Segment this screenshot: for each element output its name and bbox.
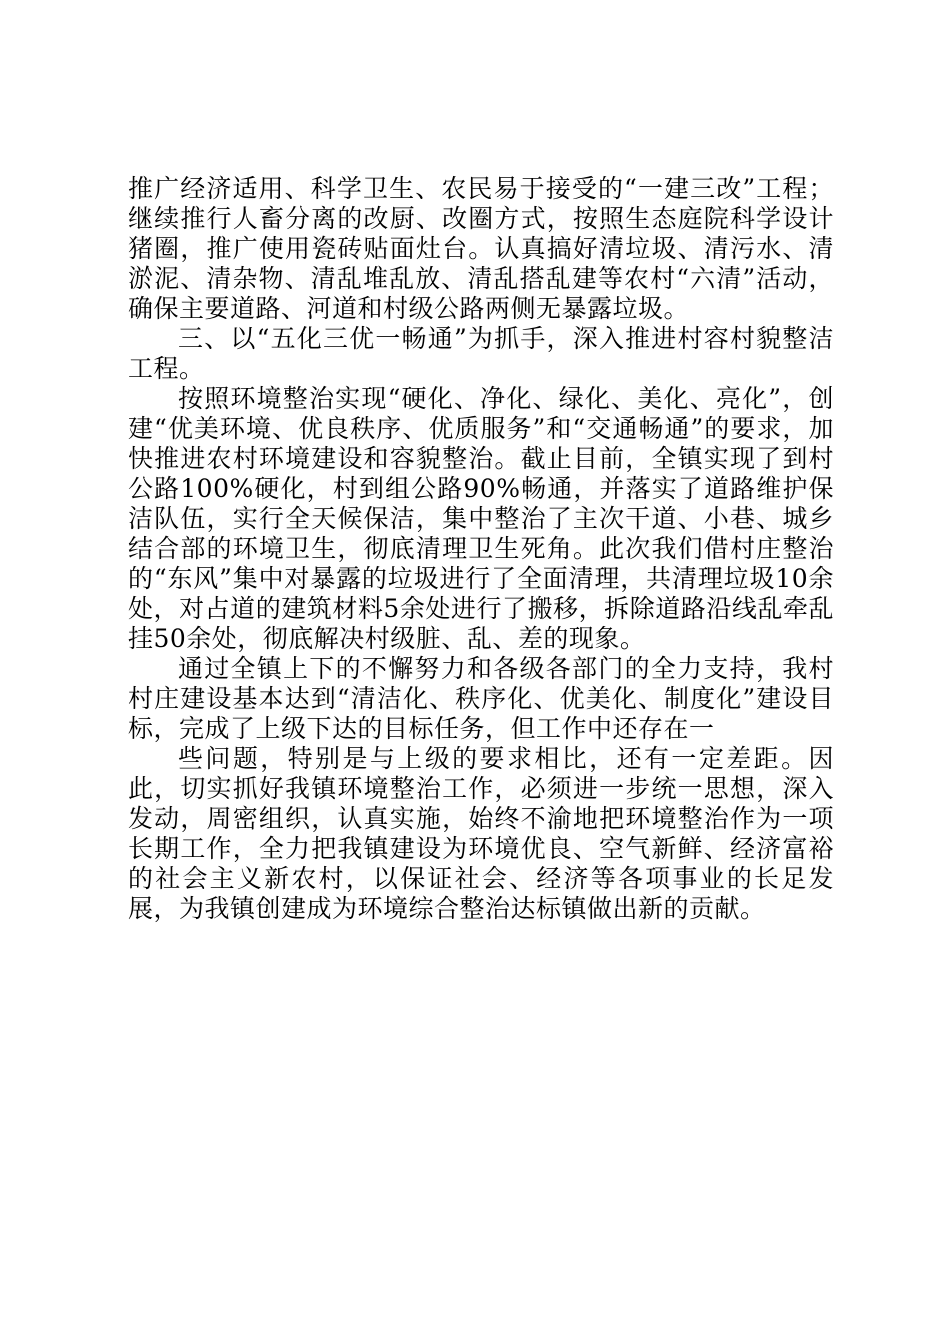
paragraph-4: 通过全镇上下的不懈努力和各级各部门的全力支持，我村村庄建设基本达到“清洁化、秩序化、优美化、制度化”建设目标，完成了上级下达的目标任务，但工作中还存在一 [128,654,834,743]
paragraph-2-heading: 三、以“五化三优一畅通”为抓手，深入推进村容村貌整洁工程。 [128,324,834,383]
body-text [128,174,834,924]
paragraph-5: 些问题，特别是与上级的要求相比，还有一定差距。因此，切实抓好我镇环境整治工作，必须进一步统一思想，深入发动，周密组织，认真实施，始终不渝地把环境整治作为一项长期工作，全力把我镇建设为环境优良、空气新鲜、经济富裕的社会主义新农村，以保证社会、经济等各项事业的长足发展，为我镇创建成为环境综合整治达标镇做出新的贡献。 [128,744,834,923]
paragraph-1: 推广经济适用、科学卫生、农民易于接受的“一建三改”工程；继续推行人畜分离的改厨、改圈方式，按照生态庭院科学设计猪圈，推广使用瓷砖贴面灶台。认真搞好清垃圾、清污水、清淤泥、清杂物、清乱堆乱放、清乱搭乱建等农村“六清”活动，确保主要道路、河道和村级公路两侧无暴露垃圾。 [128,174,834,323]
paragraph-3: 按照环境整治实现“硬化、净化、绿化、美化、亮化”，创建“优美环境、优良秩序、优质服务”和“交通畅通”的要求，加快推进农村环境建设和容貌整治。截止目前，全镇实现了到村公路100%硬化，村到组公路90%畅通，并落实了道路维护保洁队伍，实行全天候保洁，集中整治了主次干道、小巷、城乡结合部的环境卫生，彻底清理卫生死角。此次我们借村庄整治的“东风”集中对暴露的垃圾进行了全面清理，共清理垃圾10余处，对占道的建筑材料5余处进行了搬移，拆除道路沿线乱牵乱挂50余处，彻底解决村级脏、乱、差的现象。 [128,384,834,653]
